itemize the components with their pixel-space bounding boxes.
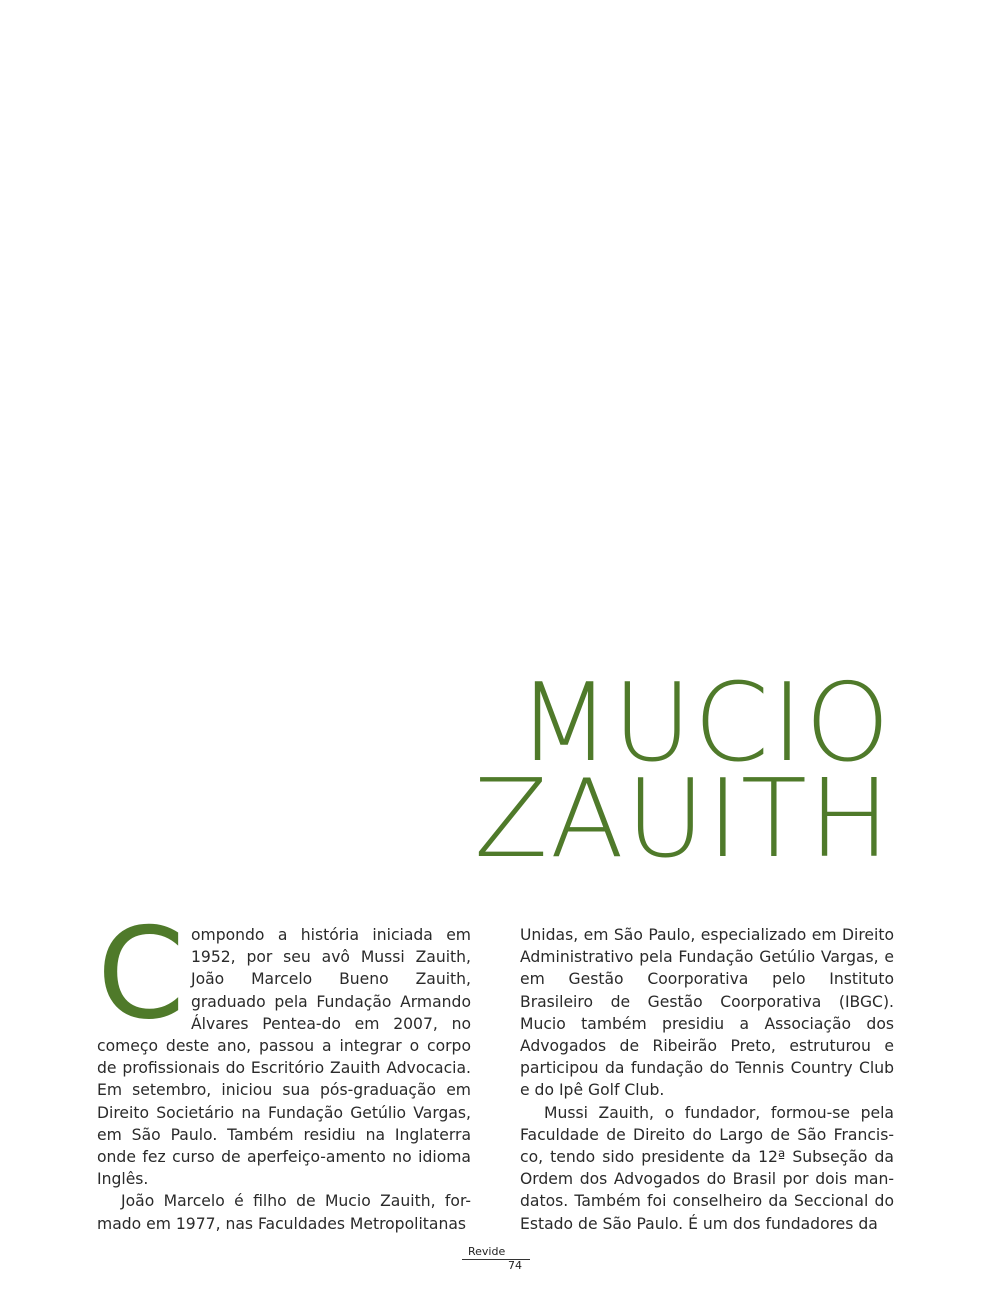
article-column-right xyxy=(520,924,894,1235)
drop-cap: C xyxy=(97,900,185,1047)
article-title xyxy=(474,661,892,882)
paragraph-1-text: ompondo a história iniciada em 1952, por seu avô Mussi Zauith, João Marcelo Bueno Zauith, graduado pela Fundação Armando Álvares Pentea-do em 2007, no começo deste ano, passou a integrar o corpo de profissionais do Escritório Zauith Advocacia. Em setembro, iniciou sua pós-graduação em Direito Societário na Fundação Getúlio Vargas, em São Paulo. Também residiu na Inglaterra onde fez curso de aperfeiço-amento no idioma Inglês. xyxy=(97,926,471,1189)
paragraph-3: Unidas, em São Paulo, especializado em Direito Administrativo pela Fundação Getúlio Vargas, e em Gestão Coorporativa pelo Instituto Brasileiro de Gestão Coorporativa (IBGC). Mucio também presidiu a Associação dos Advogados de Ribeirão Preto, estruturou e participou da fundação do Tennis Country Club e do Ipê Golf Club. xyxy=(520,926,894,1100)
paragraph-2: João Marcelo é filho de Mucio Zauith, for-mado em 1977, nas Faculdades Metropolitanas xyxy=(97,1192,471,1233)
paragraph-1 xyxy=(97,900,471,1190)
page-footer xyxy=(462,1246,530,1272)
paragraph-4: Mussi Zauith, o fundador, formou-se pela Faculdade de Direito do Largo de São Francis-co, tendo sido presidente da 12ª Subseção da Ordem dos Advogados do Brasil por dois man-datos. Também foi conselheiro da Seccional do Estado de São Paulo. É um dos fundadores da xyxy=(520,1103,894,1233)
article-column-left xyxy=(97,900,471,1235)
title-line-1: MUCIO xyxy=(517,661,892,786)
title-line-2: ZAUITH xyxy=(474,757,892,882)
magazine-name: Revide xyxy=(468,1245,506,1258)
page-number: 74 xyxy=(508,1259,522,1272)
